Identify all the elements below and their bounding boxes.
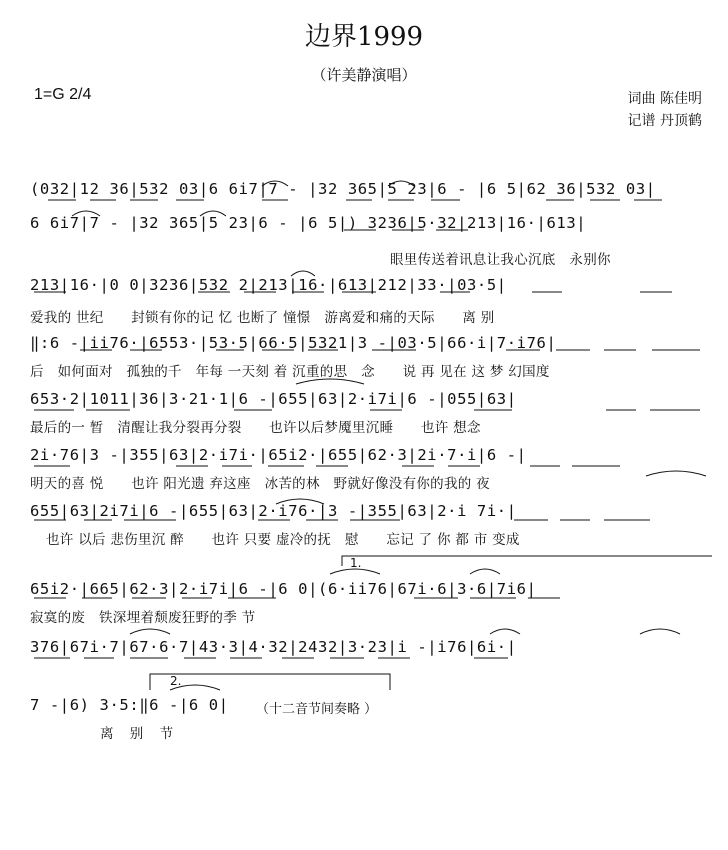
notation-line-2: 6 6i7|7 - |32 365|5 23|6 - |6 5|) 3236|5·32|213|16·|613| xyxy=(30,214,587,232)
lyrics-line-8: 寂寞的废 铁深埋着颓废狂野的季 节 xyxy=(30,610,256,626)
slur xyxy=(640,629,680,634)
slur xyxy=(130,629,170,634)
notation-line-4: ‖:6 -|ii76·|6553·|53·5|66·5|5321|3 -|03·5|66·i|7·i76| xyxy=(30,334,557,352)
lyrics-line-10: 离 别 节 xyxy=(100,726,180,742)
lyrics-line-7: 也许 以后 悲伤里沉 醉 也许 只要 虚冷的抚 慰 忘记 了 你 都 市 变成 xyxy=(46,532,520,548)
volta-2-label: 2. xyxy=(170,674,182,688)
slur xyxy=(646,471,706,476)
notation-line-10: 7 -|6) 3·5:‖6 -|6 0| xyxy=(30,696,229,714)
notation-line-8: 65i2·|665|62·3|2·i7i|6 -|6 0|(6·ii76|67i·6|3·6|7i6| xyxy=(30,580,537,598)
lyrics-line-2: 眼里传送着讯息让我心沉底 永别你 xyxy=(390,252,611,268)
song-title: 边界1999 xyxy=(304,22,424,52)
slur xyxy=(470,569,500,574)
lyrics-music-credit: 词曲 陈佳明 xyxy=(627,91,702,107)
volta-1-label: 1. xyxy=(350,556,362,570)
interlude-note: （十二音节间奏略 ） xyxy=(256,702,378,717)
notation-line-7: 655|63|2i7i|6 -|655|63|2·i76·|3 -|355|63|2·i 7i·| xyxy=(30,502,517,520)
slur xyxy=(490,629,520,634)
notation-line-9: 376|67i·7|67·6·7|43·3|4·32|2432|3·23|i -|i76|6i·| xyxy=(30,638,517,656)
volta-1-bracket xyxy=(342,556,712,566)
singer-credit: （许美静演唱） xyxy=(311,66,417,84)
lyrics-line-3: 爱我的 世纪 封锁有你的记 忆 也断了 憧憬 游离爱和痛的天际 离 别 xyxy=(30,310,495,326)
notation-line-5: 653·2|1011|36|3·21·1|6 -|655|63|2·i7i|6 -|055|63| xyxy=(30,390,517,408)
lyrics-line-6: 明天的喜 悦 也许 阳光遗 弃这座 冰苦的林 野就好像没有你的我的 夜 xyxy=(30,476,490,492)
notation-line-6: 2i·76|3 -|355|63|2·i7i·|65i2·|655|62·3|2i·7·i|6 -| xyxy=(30,446,527,464)
volta-2-bracket xyxy=(150,674,390,690)
lyrics-line-5: 最后的一 暂 清醒让我分裂再分裂 也许以后梦魇里沉睡 也许 想念 xyxy=(30,420,481,436)
lyrics-line-4: 后 如何面对 孤独的千 年每 一天刻 着 沉重的思 念 说 再 见在 这 梦 幻国度 xyxy=(30,364,550,380)
key-signature: 1=G 2/4 xyxy=(34,86,92,103)
notation-line-3: 213|16·|0 0|3236|532 2|213|16·|613|212|33·|03·5| xyxy=(30,276,507,294)
transcriber-credit: 记谱 丹顶鹤 xyxy=(627,113,702,129)
notation-line-1: (032|12 36|532 03|6 6i7|7 - |32 365|5 23|6 - |6 5|62 36|532 03| xyxy=(30,180,656,198)
